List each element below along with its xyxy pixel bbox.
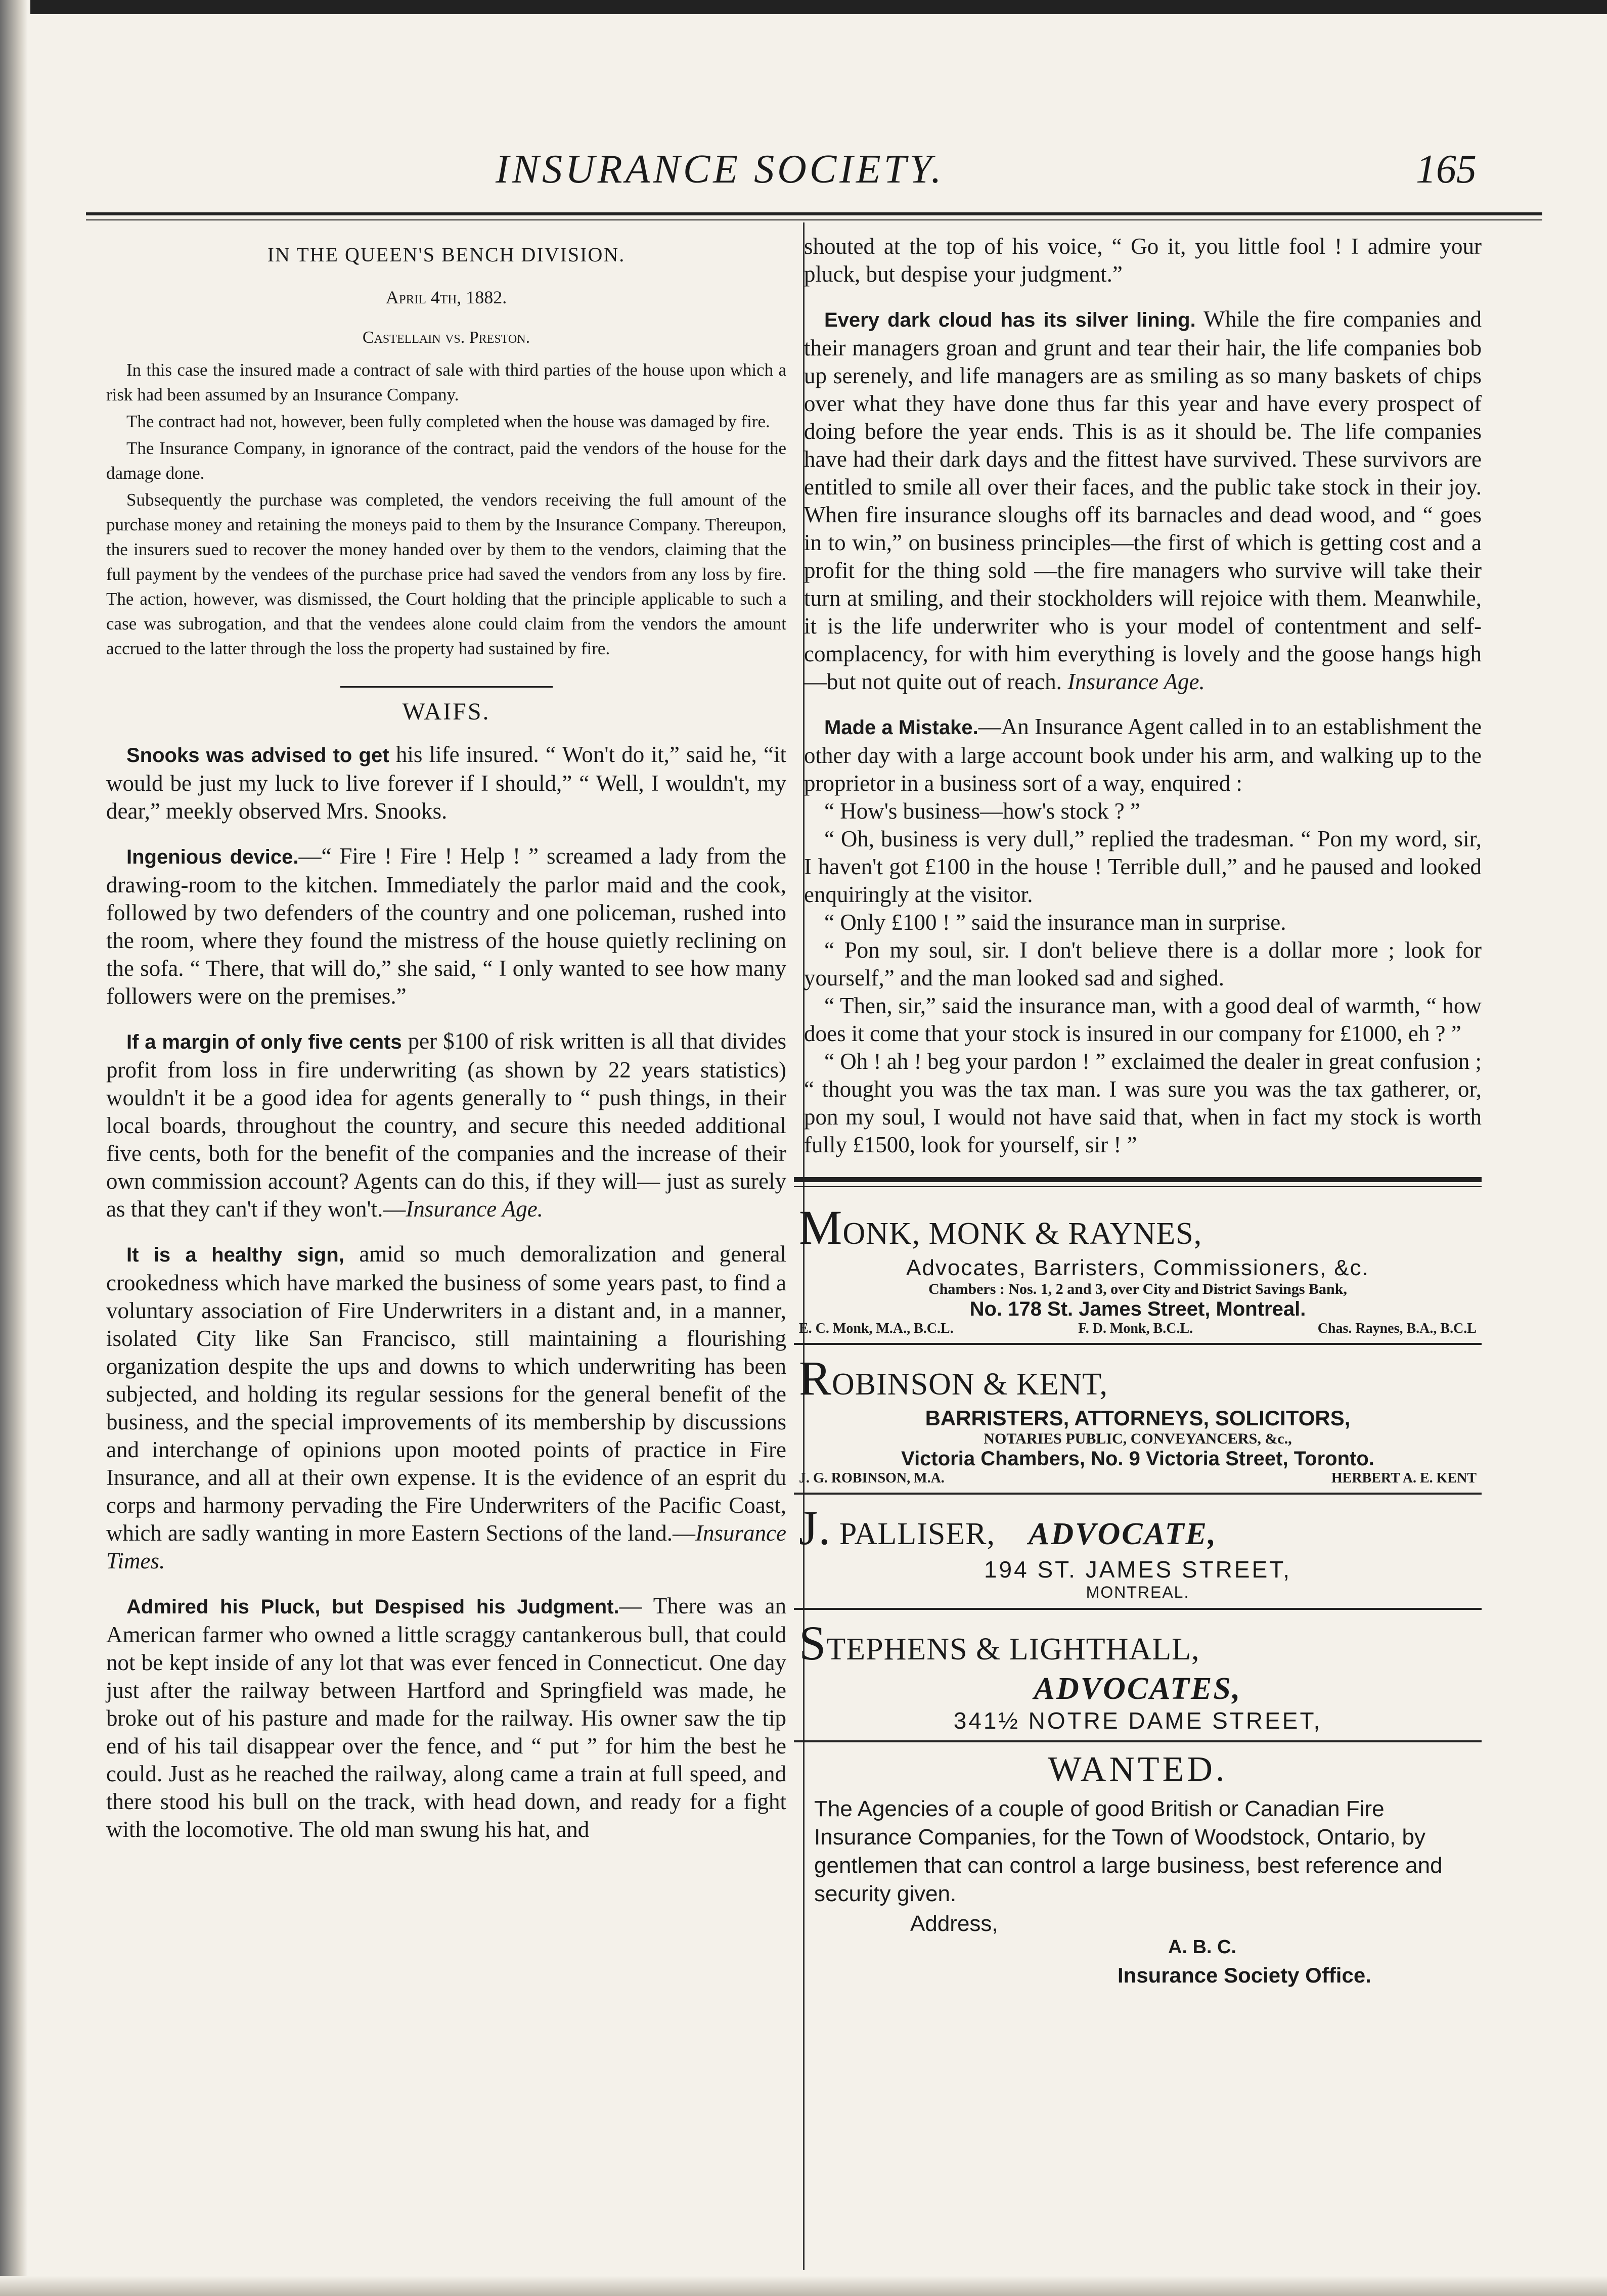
waif-text: per $100 of risk written is all that divides profit from loss in fire underwriting (as shown by 22 years statistics) wouldn't it be a good idea for agents generally to “ push things, in their local boards, throughout the country, and secure this needed additional five cents, both for the benefit of the companies and the increase of their own commission account? Agents can do this, if they will— just as surely as that they can't if they won't.— [106, 1028, 786, 1222]
case-date: April 4th, 1882. [385, 287, 507, 307]
mistake-paragraph: “ How's business—how's stock ? ” [824, 798, 1140, 824]
ad-palliser [794, 1495, 1482, 1610]
right-articles [794, 233, 1482, 1159]
case-paragraph: The contract had not, however, been fully completed when the house was damaged by fire. [126, 412, 770, 431]
mistake-paragraph [804, 713, 1482, 797]
case-paragraph: In this case the insured made a contract of sale with third parties of the house upon which a risk had been assumed by an Insurance Company. [106, 360, 786, 404]
waif-lead: Ingenious device. [126, 846, 299, 868]
cloud-source: Insurance Age. [1067, 669, 1205, 694]
mistake-paragraph: “ Then, sir,” said the insurance man, with a good deal of warmth, “ how does it come that your stock is insured in our company for £1000, eh ? ” [804, 993, 1482, 1046]
right-column [794, 233, 1482, 1988]
ad-wanted [794, 1749, 1482, 1988]
ad-monk-titles: Advocates, Barristers, Commissioners, &c. [906, 1255, 1369, 1280]
page-number: 165 [1416, 147, 1477, 192]
waifs-heading: WAIFS. [402, 698, 490, 725]
section-divider [340, 686, 553, 688]
waif-item [106, 741, 786, 825]
ad-palliser-city: MONTREAL. [1086, 1583, 1190, 1601]
cloud-lead: Every dark cloud has its silver lining. [824, 309, 1196, 331]
wanted-office: Insurance Society Office. [1118, 1963, 1371, 1987]
top-border [30, 0, 1607, 14]
ad-palliser-name: J. PALLISER, ADVOCATE, [799, 1501, 1218, 1555]
mistake-article [804, 713, 1482, 1159]
left-column [106, 233, 786, 1861]
waif-lead: Admired his Pluck, but Despised his Judgment. [126, 1596, 619, 1618]
scan-edge-left [0, 0, 28, 2296]
waif-item [106, 1027, 786, 1223]
court-heading: IN THE QUEEN'S BENCH DIVISION. [267, 243, 626, 266]
waif-lead: If a margin of only five cents [126, 1031, 402, 1053]
waif-item [106, 1240, 786, 1575]
header-rule [86, 212, 1542, 215]
wanted-address-label: Address, [910, 1911, 998, 1936]
ads-top-rule [794, 1177, 1482, 1182]
case-body [106, 357, 786, 661]
waif-source: Insurance Times. [106, 1520, 786, 1573]
ad-monk-partners: E. C. Monk, M.A., B.C.L. F. D. Monk, B.C.L. Chas. Raynes, B.A., B.C.L [799, 1321, 1477, 1336]
cloud-text: While the fire companies and their managers groan and grunt and tear their hair, the life companies bob up serenely, and life managers are as smiling as so many baskets of chips over what they have done thus far this year and have every prospect of doing before the year ends. This is as it should be. The life companies have had their dark days and the fittest have survived. These survivors are entitled to smile all over their faces, and the public take stock in their joy. When fire insurance sloughs off its barnacles and dead wood, and “ goes in to win,” on business principles—the first of which is getting cost and a profit for the thing sold —the fire managers who survive will take their turn at smiling, and their stockholders will rejoice with them. Meanwhile, it is the life underwriter who is your model of contentment and self-complacency, for with him everything is lovely and the goose hangs high—but not quite out of reach. [804, 306, 1482, 694]
ad-robinson-name: ROBINSON & KENT, [799, 1351, 1108, 1405]
ad-monk [794, 1194, 1482, 1345]
case-parties: Castellain vs. Preston. [362, 328, 530, 347]
waif-item [106, 1592, 786, 1843]
mistake-text: —An Insurance Agent called in to an establishment the other day with a large account book under his arm, and walking up to the proprietor in a business sort of a way, enquired : [804, 714, 1482, 796]
story-continuation: shouted at the top of his voice, “ Go it, you little fool ! I admire your pluck, but despise your judgment.” [804, 234, 1482, 287]
wanted-title: WANTED. [1048, 1750, 1228, 1789]
waif-text: —“ Fire ! Fire ! Help ! ” screamed a lady from the drawing-room to the kitchen. Immediately the parlor maid and the cook, followed by two defenders of the country and one policeman, rushed into the room, where they found the mistress of the house quietly reclining on the sofa. “ There, that will do,” she said, “ I only wanted to see how many followers were on the premises.” [106, 843, 786, 1009]
ad-robinson-notary: NOTARIES PUBLIC, CONVEYANCERS, &c., [984, 1430, 1292, 1447]
ad-stephens [794, 1610, 1482, 1742]
ad-robinson [794, 1345, 1482, 1495]
case-paragraph: The Insurance Company, in ignorance of the contract, paid the vendors of the house for the damage done. [106, 438, 786, 483]
scan-edge-bottom [0, 2276, 1607, 2296]
running-header: INSURANCE SOCIETY. [496, 147, 945, 192]
ad-robinson-titles: BARRISTERS, ATTORNEYS, SOLICITORS, [925, 1406, 1351, 1430]
ad-monk-name: MONK, MONK & RAYNES, [799, 1200, 1202, 1254]
ad-stephens-role: ADVOCATES, [1034, 1672, 1242, 1706]
ad-stephens-street: 341½ NOTRE DAME STREET, [953, 1707, 1322, 1734]
mistake-lead: Made a Mistake. [824, 716, 978, 739]
waif-text: amid so much demoralization and general crookedness which have marked the business of some years past, to find a voluntary association of Fire Underwriters in a distant and, in a manner, isolated City like San Francisco, still maintaining a flourishing organization despite the ups and downs to which underwriting has been subjected, and holding its regular sessions for the general benefit of the business, and the special improvements of its membership by discussions and interchange of opinions upon mooted points of practice in Fire Insurance, and all at their own expense. It is the evidence of an esprit du corps and harmony pervading the Fire Underwriters of the Pacific Coast, which are sadly wanting in more Eastern Sections of the land.— [106, 1241, 786, 1546]
header-rule-thin [86, 219, 1542, 220]
waif-item [106, 842, 786, 1010]
wanted-body: The Agencies of a couple of good British or Canadian Fire Insurance Companies, for the Town of Woodstock, Ontario, by gentlemen that can control a large business, best reference and security given. [814, 1796, 1443, 1906]
cloud-article [804, 305, 1482, 696]
ads-top-rule-thin [794, 1186, 1482, 1187]
waif-text: his life insured. “ Won't do it,” said he, “it would be just my luck to live forever if I should,” “ Well, I wouldn't, my dear,” meekly observed Mrs. Snooks. [106, 742, 786, 824]
waif-lead: It is a healthy sign, [126, 1244, 344, 1266]
waif-source: Insurance Age. [406, 1196, 543, 1222]
waif-lead: Snooks was advised to get [126, 744, 389, 767]
mistake-paragraph: “ Oh ! ah ! beg your pardon ! ” exclaimed the dealer in great confusion ; “ thought you was the tax man. I was sure you was the tax gatherer, or, pon my soul, I would not have said that, when in fact my stock is worth fully £1500, look for yourself, sir ! ” [804, 1049, 1482, 1157]
wanted-initials: A. B. C. [1168, 1937, 1237, 1958]
ad-robinson-partners: J. G. ROBINSON, M.A. HERBERT A. E. KENT [799, 1470, 1477, 1486]
waif-text: — There was an American farmer who owned a little scraggy cantankerous bull, that could not be kept inside of any lot that was ever fenced in Connecticut. One day just after the railway between Hartford and Springfield was made, he broke out of his pasture and made for the railway. His owner saw the tip end of his tail disappear over the fence, and “ put ” for him the best he could. Just as he reached the railway, along came a train at full speed, and there stood his bull on the track, with head down, and ready for a fight with the locomotive. The old man swung his hat, and [106, 1593, 787, 1842]
mistake-paragraph: “ Only £100 ! ” said the insurance man in surprise. [824, 910, 1286, 935]
ad-robinson-address: Victoria Chambers, No. 9 Victoria Street, Toronto. [901, 1448, 1374, 1470]
ad-palliser-street: 194 ST. JAMES STREET, [984, 1556, 1292, 1583]
ad-monk-chambers: Chambers : Nos. 1, 2 and 3, over City and District Savings Bank, [928, 1281, 1347, 1297]
ad-stephens-name: STEPHENS & LIGHTHALL, [799, 1616, 1200, 1670]
ad-monk-address: No. 178 St. James Street, Montreal. [969, 1298, 1306, 1320]
mistake-paragraph: “ Pon my soul, sir. I don't believe there is a dollar more ; look for yourself,” and the man looked sad and sighed. [804, 937, 1482, 991]
case-paragraph: Subsequently the purchase was completed, the vendors receiving the full amount of the purchase money and retaining the moneys paid to them by the Insurance Company. Thereupon, the insurers sued to recover the money handed over by them to the vendors, claiming that the full payment by the vendees of the purchase price had saved the vendors from any loss by fire. The action, however, was dismissed, the Court holding that the principle applicable to such a case was subrogation, and that the vendees alone could claim from the vendors the amount accrued to the latter through the loss the property had sustained by fire. [106, 490, 786, 658]
mistake-paragraph: “ Oh, business is very dull,” replied the tradesman. “ Pon my word, sir, I haven't got £100 in the house ! Terrible dull,” and he paused and looked enquiringly at the visitor. [804, 826, 1482, 907]
court-case [106, 243, 786, 661]
